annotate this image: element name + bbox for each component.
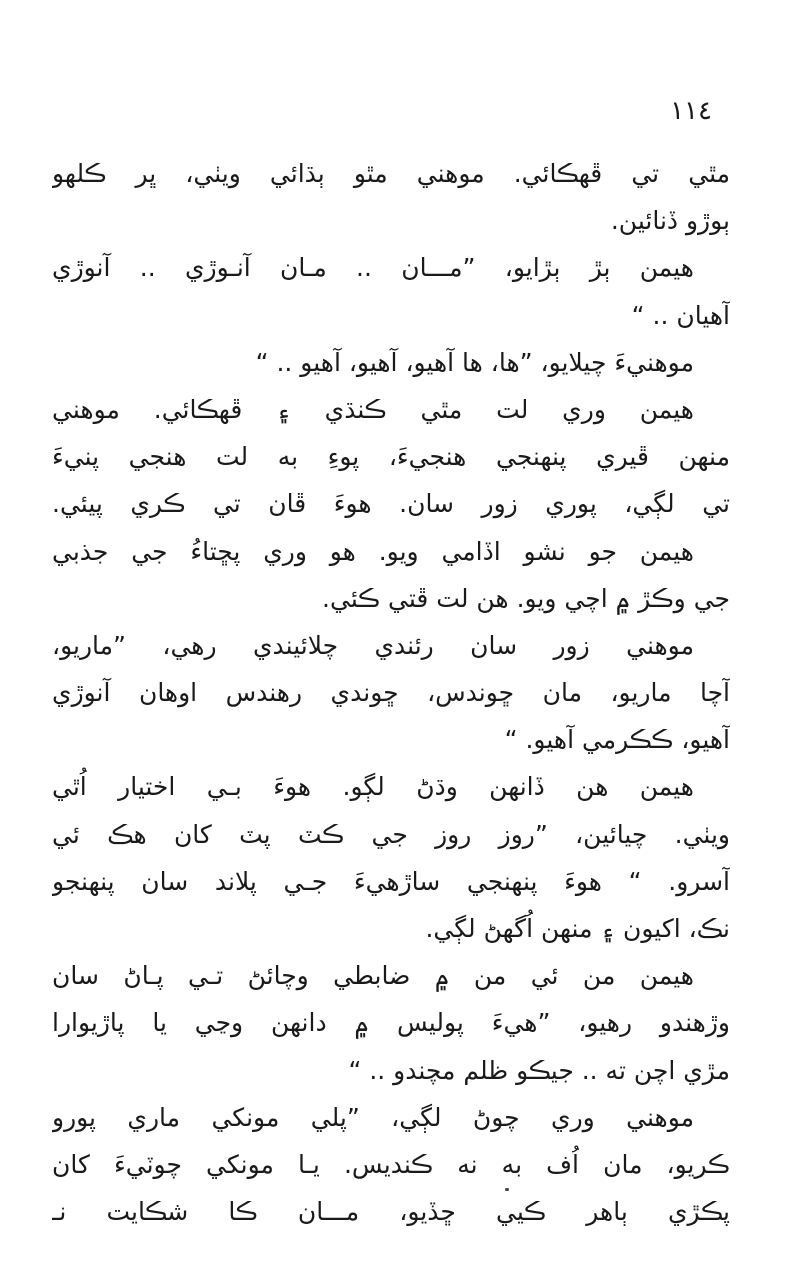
text-line: آهيو، ڪڪرمي آهيو. “ (504, 725, 730, 755)
text-line: تي لڳي، پوري زور سان. هوءَ ڦان تي ڪري پيئي. (52, 489, 730, 519)
text-line: موهني وري چوڻ لڳي، ”پلي مونکي ماري پورو (52, 1102, 694, 1132)
text-line: وڙهندو رهيو، ”هيءَ پوليس ۾ دانهن وڃي يا پاڙيوارا (52, 1008, 730, 1038)
text-line: ڪريو، مان اُف به نه ڪنديس. يـا مونکي چوٽيءَ کان (52, 1149, 730, 1179)
text-line: موهني زور سان رئندي چلائيندي رهي، ”ماريو، (52, 630, 694, 660)
text-line: نڪ، اکيون ۽ منهن اُگهڻ لڳي. (425, 914, 730, 943)
text-line: موهنيءَ چيلايو، ”ها، ها آهيو، آهيو، آهيو .. “ (255, 347, 694, 377)
text-line: آهيان .. “ (631, 300, 730, 330)
text-line: هيمن ٻڙ ٻڙايو، ”مـــان .. مـان آنـوڙي .. آنوڙي (52, 253, 694, 283)
text-line: آچا ماريو، مان ڇوندس، ڇوندي رهندس اوهان آنوڙي (52, 678, 730, 708)
text-line: ويٺي. چيائين، ”روز روز جي ڪٽ پٽ کان هڪ ئي (52, 819, 730, 849)
text-line: هيمن وري لت مٿي ڪنڌي ۽ ڦهڪائي. موهني (52, 394, 694, 424)
text-line: آسرو. “ هوءَ پنهنجي ساڙهيءَ جـي پلاند سان پنهنجو (52, 866, 730, 896)
text-line: هيمن جو نشو اڏامي ويو. هو وري پڇتاءُ جي جذبي (52, 536, 694, 566)
text-line: جي وڪڙ ۾ اچي ويو. هن لت ڦتي ڪئي. (322, 583, 730, 613)
page-number: ١١٤ (670, 96, 712, 126)
text-line: مٿي تي ڦهڪائي. موهني مٿو ٻڌائي ويٺي، ڀر ڪلهو (52, 159, 730, 188)
text-line: مڙي اچن ته .. جيڪو ظلم مچندو .. “ (348, 1055, 730, 1085)
text-line: هيمن هن ڏانهن وڌڻ لڳو. هوءَ بـي اختيار اُٿي (52, 772, 694, 802)
ink-speck (505, 1188, 509, 1191)
text-line: هيمن من ئي من ۾ ضابطي وچائڻ تـي پـاڻ سان (52, 961, 694, 991)
body-text (52, 150, 730, 1235)
text-line: ٻوڙو ڏنائين. (610, 206, 730, 236)
text-line: پڪڙي ٻاهر ڪيي ڇڏيو، مـــان ڪا شڪايت نـ (52, 1197, 730, 1227)
text-line: منهن ڦيري پنهنجي هنجيءَ، پوءِ به لت هنجي پنيءَ (52, 442, 730, 472)
